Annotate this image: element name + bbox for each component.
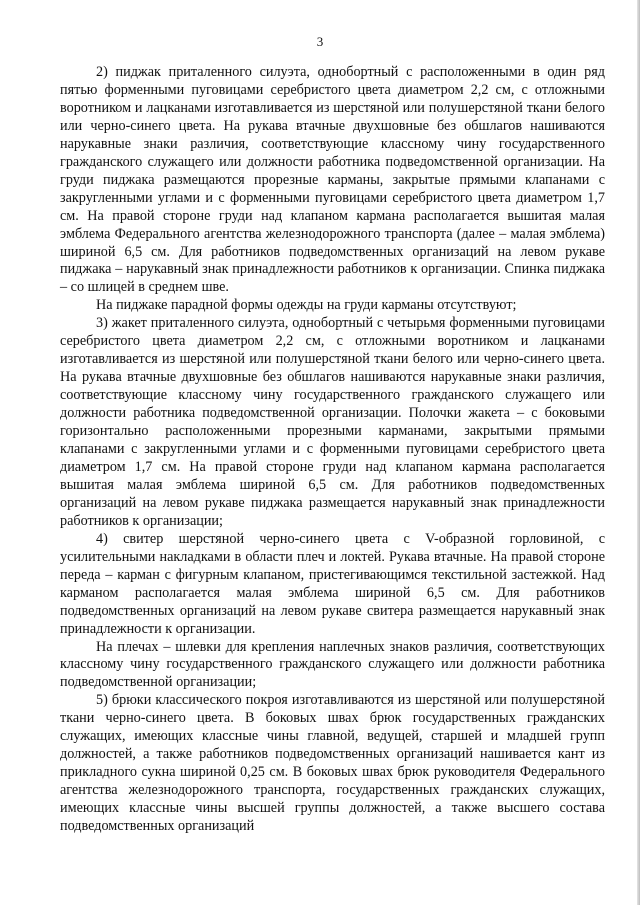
paragraph-jacket-women: 3) жакет приталенного силуэта, однобортный с четырьмя форменными пуговицами серебристого цвета диаметром 2,2 см, с отложными воротником и лацканами изготавливается из шерстяной или полушерстяной ткани белого или черно-синего цвета. На рукава втачные двухшовные без обшлагов нашиваются нарукавные знаки различия, соответствующие классному чину государственного гражданского служащего или должности работника подведомственной организации. Полочки жакета – с боковыми горизонтально расположенными прорезными карманами, закрытыми прямыми клапанами с закругленными углами и с форменными пуговицами серебристого цвета диаметром 1,7 см. На правой стороне груди над клапаном кармана располагается вышитая малая эмблема шириной 6,5 см. Для работников подведомственных организаций на левом рукаве пиджака размещается нарукавный знак принадлежности работников к организации; bbox=[60, 315, 605, 529]
paragraph-jacket-parade-note: На пиджаке парадной формы одежды на груди карманы отсутствуют; bbox=[96, 297, 517, 314]
paragraph-trousers: 5) брюки классического покроя изготавливаются из шерстяной или полушерстяной ткани черно-синего цвета. В боковых швах брюк государственных гражданских служащих, имеющих классные чины главной, ведущей, старшей и младшей групп должностей, а также работников подведомственных организаций нашивается кант из прикладного сукна шириной 0,25 см. В боковых швах брюк руководителя Федерального агентства железнодорожного транспорта, государственных гражданских служащих, имеющих классные чины высшей группы должностей, а также высшего состава подведомственных организаций bbox=[60, 692, 605, 835]
paragraph-sweater: 4) свитер шерстяной черно-синего цвета с V-образной горловиной, с усилительными накладками в области плеч и локтей. Рукава втачные. На правой стороне переда – карман с фигурным клапаном, пристегивающимся текстильной застежкой. Над карманом располагается малая эмблема шириной 6,5 см. Для работников подведомственных организаций на левом рукаве свитера размещается нарукавный знак принадлежности к организации. bbox=[60, 530, 605, 637]
page-number: 3 bbox=[316, 34, 324, 49]
paragraph-shoulder-loops: На плечах – шлевки для крепления наплечных знаков различия, соответствующих классному чину государственного гражданского служащего или должности работника подведомственной организации; bbox=[60, 638, 605, 691]
document-body bbox=[60, 64, 605, 836]
paragraph-jacket-men: 2) пиджак приталенного силуэта, однобортный с расположенными в один ряд пятью форменными пуговицами серебристого цвета диаметром 2,2 см, с отложными воротником и лацканами изготавливается из шерстяной или полушерстяной ткани белого или черно-синего цвета. На рукава втачные двухшовные без обшлагов нашиваются нарукавные знаки различия, соответствующие классному чину государственного гражданского служащего или должности работника подведомственной организации. На груди пиджака размещаются прорезные карманы, закрытые прямыми клапанами с закругленными углами и с форменными пуговицами серебристого цвета диаметром 1,7 см. На правой стороне груди над клапаном кармана располагается вышитая малая эмблема Федерального агентства железнодорожного транспорта (далее – малая эмблема) шириной 6,5 см. Для работников подведомственных организаций на левом рукаве пиджака – нарукавный знак принадлежности работников к организации. Спинка пиджака – со шлицей в среднем шве. bbox=[60, 64, 605, 296]
